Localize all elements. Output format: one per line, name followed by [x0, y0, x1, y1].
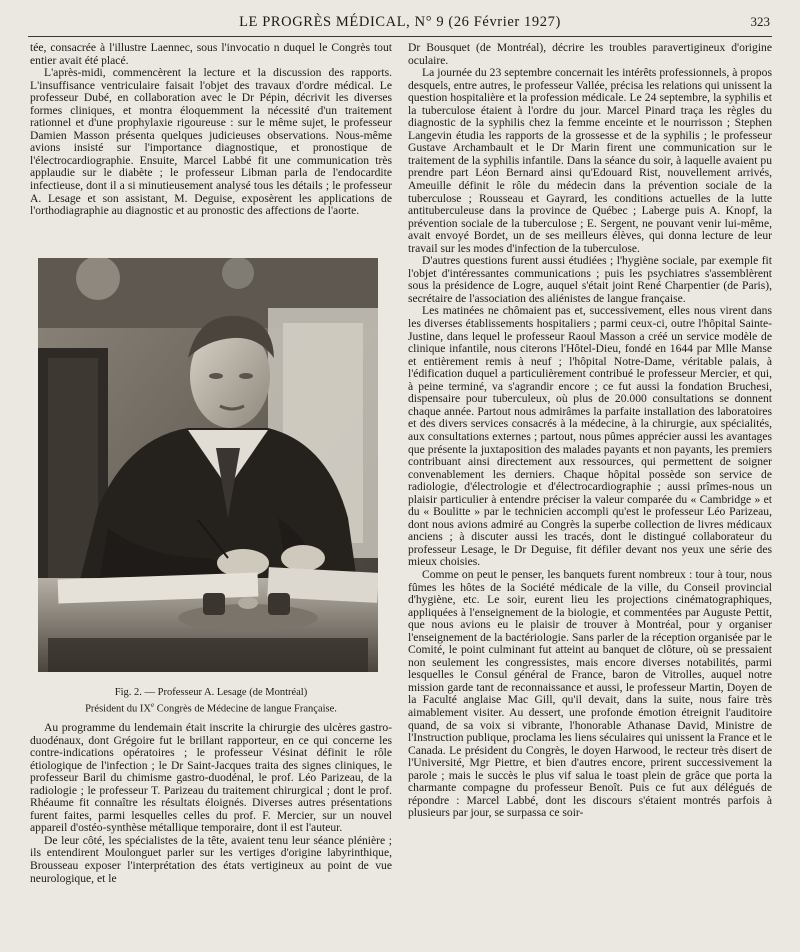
- paragraph: Les matinées ne chômaient pas et, successivement, elles nous virent dans les diverses établissements hospitaliers ; parmi ceux-ci, outre l'hôpital Sainte-Justine, dans lequel le professeur Raoul Masson a créé un service modèle de clinique infantile, nous citerons l'Hôtel-Dieu, fondé en 1644 par Mlle Manse et entièrement remis à neuf ; l'hôpital Notre-Dame, véritable palais, à l'édification duquel a particulièrement contribué le professeur Mercier, et qui, à peine terminé, va s'agrandir encore ; ce fut aussi la fondation Bruchesi, dispensaire pour tuberculeux, où plus de 20.000 consultations se donnent chaque année. Partout nous admirâmes la parfaite installation des laboratoires et des divers services consacrés à la médecine, à la chirurgie, aux spécialités, aux consultations externes ; partout, nous pûmes apprécier aussi les avantages que présente la juxtaposition des malades payants et non payants, les premiers contribuant ainsi directement aux ressources, qui permettent de soigner convenablement les derniers. Chaque hôpital possède son service de radiologie, d'électrologie et d'électrocardiographie ; aussi prîmes-nous un plaisir particulier à entendre préciser la valeur comparée du « Cambridge » et du « Boulitte » par le technicien accompli qu'est le professeur Léo Parizeau, dont nous avions admiré au Congrès la superbe collection de livres médicaux anciens ; à discuter aussi les tracés, dont le distingué collaborateur du professeur Lesage, le Dr Deguise, fit défiler devant nos yeux une série des mieux choisies.: [408, 304, 772, 569]
- paragraph: Au programme du lendemain était inscrite la chirurgie des ulcères gastro-duodénaux, dont Grégoire fut le brillant rapporteur, en ce qui concerne les contre-indications opératoires ; le professeur Vésinat définit le rôle étiologique de l'infection ; le Dr Saint-Jacques traita des signes cliniques, le professeur Baril du chimisme gastro-duodénal, le prof. Léo Parizeau, de la radiologie ; le professeur T. Parizeau du traitement chirurgical ; dont le prof. Rhéaume fit connaître les résultats éloignés. Diverses autres présentations furent faites, parmi lesquelles celles du prof. F. Mercier, sur un nouvel appareil d'ostéo-synthèse métallique temporaire, dont il est l'auteur.: [30, 721, 392, 835]
- caption-line: [30, 699, 392, 716]
- figure-caption: [30, 686, 392, 716]
- caption-text: Congrès de Médecine de langue Française.: [154, 703, 337, 715]
- paragraph: L'après-midi, commencèrent la lecture et la discussion des rapports. L'insuffisance ventriculaire faisait l'objet des travaux d'ordre médical. Le professeur Dubé, en collaboration avec le Dr Pépin, décrivit les diverses formes cliniques, et montra éloquemment la nécessité d'un traitement rationnel et d'une prophylaxie rigoureuse : sur le même sujet, le professeur Damien Masson présenta quelques judicieuses observations. Nous-même avions insisté sur l'importance diagnostique, et pronostique de l'électrocardiographie. Ensuite, Marcel Labbé fit une communication très applaudie sur le diabète ; le professeur Libman parla de l'endocardite infectieuse, dont il a si minutieusement analysé tous les détails ; le professeur A. Lesage et son assistant, M. Deguise, exposèrent les applications de l'orthodiagraphie au diagnostic et au pronostic des affections de l'aorte.: [30, 66, 392, 218]
- running-header: [28, 12, 772, 37]
- caption-line: Fig. 2. — Professeur A. Lesage (de Montréal): [114, 687, 308, 698]
- portrait-photo: [38, 258, 378, 672]
- left-column-bottom: [30, 722, 392, 885]
- caption-superscript: e: [151, 701, 155, 709]
- left-column-top: [30, 42, 392, 218]
- page-number: 323: [750, 14, 770, 29]
- paragraph: De leur côté, les spécialistes de la tête, avaient tenu leur séance plénière ; ils entendirent Moulonguet parler sur les vertiges d'origine labyrinthique, Brousseau exposer l'interprétation des états vertigineux au point de vue neurologique, et le: [30, 833, 392, 885]
- paragraph: La journée du 23 septembre concernait les intérêts professionnels, à propos desquels, entre autres, le professeur Vallée, précisa les relations qui unissent la question hospitalière et la profession médicale. Le 24 septembre, la syphilis et la tuberculose étaient à l'ordre du jour. Marcel Pinard traça les règles du diagnostic de la syphilis chez la femme enceinte et le nourrisson ; Stephen Langevin étudia les rapports de la grossesse et de la syphilis ; le professeur Gustave Archambault et le Dr Marin firent une communication sur le traitement de la syphilis infantile. Dans la séance du soir, à laquelle avaient pu prendre part Léon Bernard ainsi qu'Edouard Rist, nouvellement arrivés, Ameuille définit le rôle du médecin dans la prévention sociale de la tuberculose ; Rousseau et Gayrard, les conditions actuelles de la lutte antituberculeuse dans la province de Québec ; Laberge puis A. Knopf, la prévention sociale de la tuberculose ; E. Sergent, ne pouvant venir lui-même, avait envoyé Bordet, un de ses meilleurs élèves, qui donna lecture de leur travail sur les modes d'infection de la tuberculose.: [408, 66, 772, 255]
- paragraph: D'autres questions furent aussi étudiées ; l'hygiène sociale, par exemple fit l'objet d'intéressantes communications ; puis les psychiatres s'assemblèrent sous la présidence de Logre, auquel s'était joint René Charpentier (de Paris), secrétaire de l'association des aliénistes de langue française.: [408, 254, 772, 305]
- journal-title: LE PROGRÈS MÉDICAL, N° 9 (26 Février 1927): [239, 14, 561, 30]
- paragraph: tée, consacrée à l'illustre Laennec, sous l'invocatio n duquel le Congrès tout entier avait été placé.: [30, 41, 392, 67]
- paragraph: Dr Bousquet (de Montréal), décrire les troubles paravertigineux d'origine oculaire.: [408, 41, 772, 67]
- caption-text: Président du IX: [85, 703, 151, 715]
- paragraph: Comme on peut le penser, les banquets furent nombreux : tour à tour, nous fûmes les hôtes de la Société médicale de la ville, du Conseil provincial d'hygiène, etc. Le soir, eurent lieu les projections cinématographiques, appliquées à l'enseignement de la biologie, et commentées par Auguste Pettit, que nous avions eu le plaisir de trouver à Montréal, pour y organiser l'enseignement de la bactériologie. Sans parler de la réception organisée par le Comité, le point culminant fut atteint au banquet de clôture, où se pressaient non seulement les congressistes, mais encore diverses notabilités, parmi lesquelles le Consul général de France, baron de Vitrolles, auquel notre mission garde tant de reconnaissance et aussi, le professeur Martin, Doyen de la Faculté anglaise Mac Gill, qu'il devait, dans la suite, nous faire très aimablement visiter. Au dessert, une profonde émotion étreignit l'auditoire quand, de sa voix si vibrante, l'honorable Athanase David, Ministre de l'Instruction publique, proclama les liens séculaires qui unissent la France et le Canada. Le président du Congrès, le doyen Harwood, le recteur très disert de l'Université, Mgr Piettre, et bien d'autres encore, prirent successivement la parole ; mais le succès le plus vif salua le toast plein de grâce que porta la charmante compagne du professeur Benoît. Puis ce fut aux délégués de répondre : Marcel Labbé, dont les discours s'étaient montrés parfois à plusieurs par jour, se surpassa ce soir-: [408, 567, 772, 820]
- right-column: [408, 42, 772, 820]
